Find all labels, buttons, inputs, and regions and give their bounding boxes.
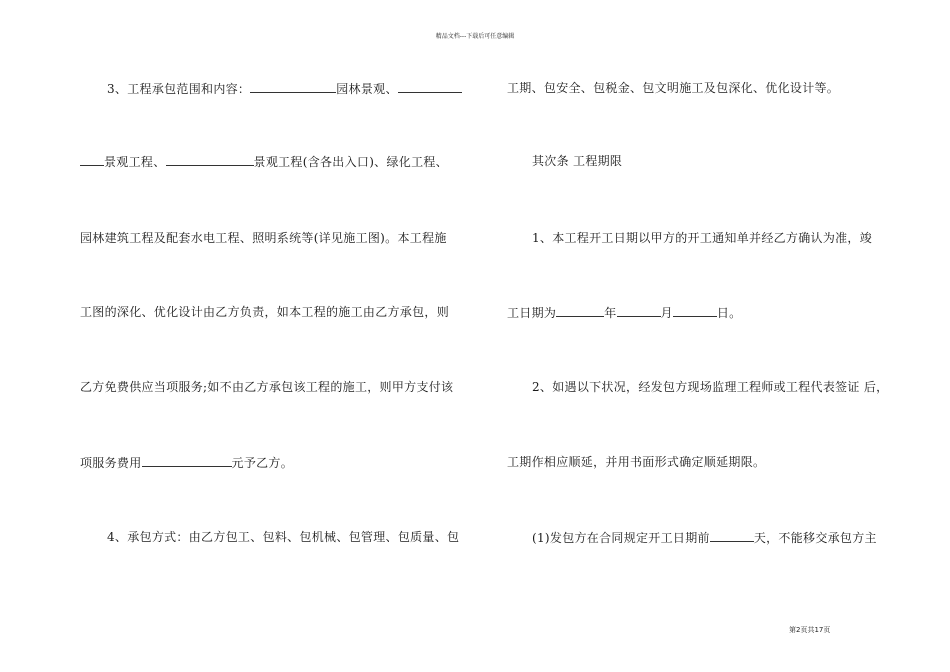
days-blank bbox=[710, 530, 754, 542]
right-line-5: 2、如遇以下状况，经发包方现场监理工程师或工程代表签证 后， bbox=[532, 380, 889, 394]
year-unit: 年 bbox=[604, 306, 617, 320]
clause-3-text: 3、工程承包范围和内容： bbox=[107, 82, 251, 96]
right-line-7-text-b: 天，不能移交承包方主 bbox=[753, 531, 877, 545]
left-line-2 bbox=[80, 154, 448, 169]
year-blank bbox=[556, 305, 604, 317]
clause-3-text-b: 园林景观、 bbox=[336, 82, 398, 96]
right-line-6: 工期作相应顺延，并用书面形式确定顺延期限。 bbox=[507, 455, 766, 469]
right-line-7 bbox=[532, 530, 877, 545]
left-line-2-text-a: 景观工程、 bbox=[104, 155, 166, 169]
left-line-6-text-b: 元予乙方。 bbox=[231, 456, 294, 470]
left-line-6 bbox=[80, 455, 293, 470]
left-line-7: 4、承包方式：由乙方包工、包料、包机械、包管理、包质量、包 bbox=[107, 530, 460, 544]
left-line-1 bbox=[107, 81, 462, 96]
left-line-6-text-a: 项服务费用 bbox=[80, 456, 142, 470]
month-unit: 月 bbox=[660, 306, 673, 320]
left-line-5: 乙方免费供应当项服务;如不由乙方承包该工程的施工，则甲方支付该 bbox=[80, 380, 454, 394]
section-title: 其次条 工程期限 bbox=[532, 154, 623, 168]
right-line-1: 工期、包安全、包税金、包文明施工及包深化、优化设计等。 bbox=[507, 81, 840, 95]
right-line-7-text-a: (1)发包方在合同规定开工日期前 bbox=[532, 531, 710, 545]
left-line-2-text-b: 景观工程(含各出入口)、绿化工程、 bbox=[253, 155, 448, 169]
blank-field bbox=[166, 154, 254, 166]
page-number: 第2页共17页 bbox=[789, 626, 831, 634]
month-blank bbox=[617, 305, 661, 317]
blank-field bbox=[142, 455, 232, 467]
right-line-4 bbox=[507, 305, 741, 320]
blank-field bbox=[250, 81, 336, 93]
page-header: 精品文档---下载后可任意编辑 bbox=[435, 33, 515, 40]
completion-date-label: 工日期为 bbox=[507, 306, 557, 320]
right-line-3: 1、本工程开工日期以甲方的开工通知单并经乙方确认为准，竣 bbox=[532, 231, 873, 245]
blank-field bbox=[80, 154, 104, 166]
day-unit: 日。 bbox=[716, 306, 742, 320]
day-blank bbox=[673, 305, 717, 317]
blank-field bbox=[398, 81, 462, 93]
left-line-3: 园林建筑工程及配套水电工程、照明系统等(详见施工图)。本工程施 bbox=[80, 231, 447, 245]
left-line-4: 工图的深化、优化设计由乙方负责，如本工程的施工由乙方承包，则 bbox=[80, 305, 450, 319]
